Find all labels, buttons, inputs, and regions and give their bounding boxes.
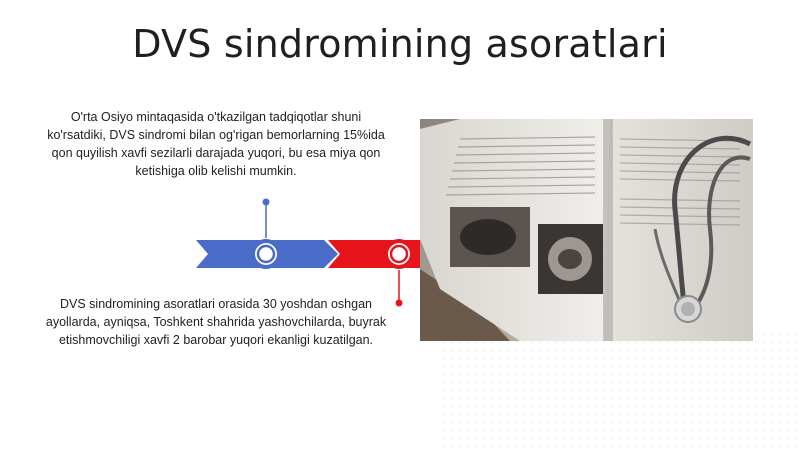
medical-book-stethoscope-photo <box>420 119 753 341</box>
timeline-dot-top <box>263 199 270 206</box>
timeline-text-bottom: DVS sindromining asoratlari orasida 30 yoshdan oshgan ayollarda, ayniqsa, Toshkent shahrida yashovchilarda, buyrak etishmovchiligi xavfi 2 barobar yuqori ekanligi kuzatilgan. <box>45 297 387 347</box>
timeline-dot-bottom <box>396 300 403 307</box>
slide-title: DVS sindromining asoratlari <box>132 22 668 66</box>
photo-illustration <box>420 119 753 341</box>
timeline-text-top: O'rta Osiyo mintaqasida o'tkazilgan tadqiqotlar shuni ko'rsatdiki, DVS sindromi bilan og'rigan bemorlarning 15%ida qon quyilish xavfi sezilarli darajada yuqori, bu esa miya qon ketishiga olib kelishi mumkin. <box>47 110 385 178</box>
